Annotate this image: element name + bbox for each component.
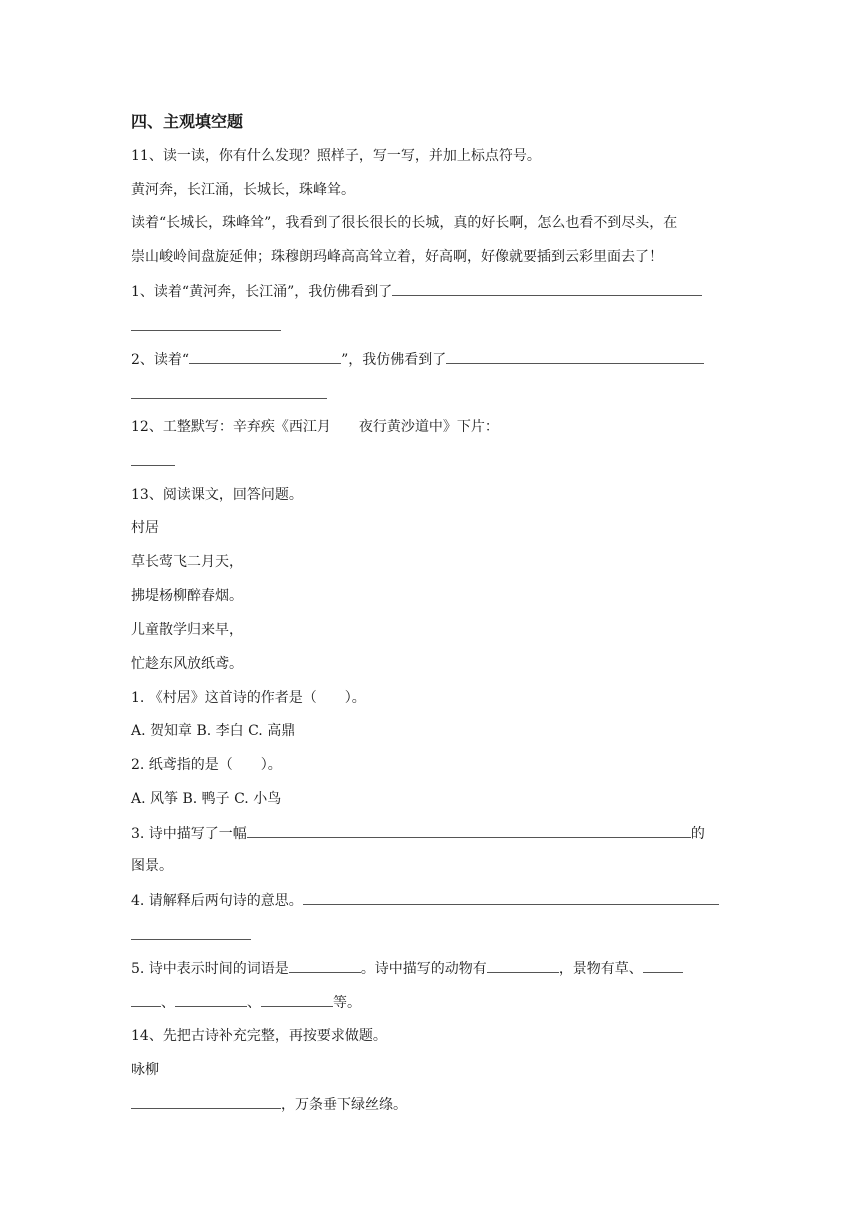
q11-item-2-blank-cont[interactable] xyxy=(131,398,327,399)
q14-poem-title: 咏柳 xyxy=(131,1062,159,1078)
q13-sub-1-options: A. 贺知章 B. 李白 C. 高鼎 xyxy=(131,723,296,739)
q11-item-2-blank[interactable] xyxy=(446,349,704,364)
q11-item-2-quote-blank[interactable] xyxy=(189,349,341,364)
q13-sub-5-sep-2: 、 xyxy=(247,995,261,1011)
q13-sub-2-options: A. 风筝 B. 鸭子 C. 小鸟 xyxy=(131,791,282,807)
q14-line-1-blank[interactable] xyxy=(131,1094,281,1109)
q13-sub-5-scenery-blank-1-cont[interactable] xyxy=(131,992,161,1007)
q13-sub-5-part-3: ，景物有草、 xyxy=(558,961,643,977)
q13-poem-line-3: 儿童散学归来早， xyxy=(131,622,243,638)
q11-item-1 xyxy=(131,281,731,302)
q11-passage-line-2: 崇山峻岭间盘旋延伸；珠穆朗玛峰高高耸立着，好高啊，好像就要插到云彩里面去了！ xyxy=(131,249,663,265)
q13-sub-4-blank[interactable] xyxy=(303,890,719,905)
q13-sub-5-scenery-blank-3[interactable] xyxy=(261,992,333,1007)
q13-sub-3-cont: 图景。 xyxy=(131,858,173,874)
q14-poem-line-1 xyxy=(131,1094,731,1115)
q12-prompt-part-2: 夜行黄沙道中》下片： xyxy=(358,419,499,435)
q11-item-1-blank[interactable] xyxy=(392,281,702,296)
q13-sub-5-part-1: 5. 诗中表示时间的词语是 xyxy=(131,961,289,977)
q13-sub-1: 1. 《村居》这首诗的作者是（ ）。 xyxy=(131,690,366,706)
q12-prompt xyxy=(131,417,731,437)
q13-sub-3-blank[interactable] xyxy=(247,823,691,838)
q13-sub-4 xyxy=(131,890,731,911)
q11-item-1-text: 1、读着“黄河奔，长江涌”，我仿佛看到了 xyxy=(131,284,393,300)
q13-sub-5-time-blank[interactable] xyxy=(289,958,361,973)
q13-sub-5-end: 等。 xyxy=(333,995,361,1011)
q13-poem-line-4: 忙趁东风放纸鸢。 xyxy=(131,656,243,672)
q11-item-2 xyxy=(131,349,731,370)
q12-prompt-part-1: 12、工整默写：辛弃疾《西江月 xyxy=(131,419,331,435)
q13-prompt: 13、阅读课文，回答问题。 xyxy=(131,487,303,503)
q13-sub-5-scenery-blank-2[interactable] xyxy=(175,992,247,1007)
q11-passage-line-1: 读着“长城长，珠峰耸”，我看到了很长很长的长城，真的好长啊，怎么也看不到尽头，在 xyxy=(131,215,678,231)
q14-line-1-after: ，万条垂下绿丝绦。 xyxy=(281,1097,407,1113)
q13-sub-3-before: 3. 诗中描写了一幅 xyxy=(131,826,247,842)
q13-sub-4-blank-cont[interactable] xyxy=(131,939,251,940)
q13-sub-5-sep-1: 、 xyxy=(161,995,175,1011)
q13-poem-title: 村居 xyxy=(131,520,159,536)
q13-sub-5-scenery-blank-1[interactable] xyxy=(643,958,683,973)
q11-example: 黄河奔，长江涌，长城长，珠峰耸。 xyxy=(131,182,355,198)
q13-sub-5-animal-blank[interactable] xyxy=(487,958,559,973)
q11-item-2-after: ”，我仿佛看到了 xyxy=(341,352,447,368)
section-title: 四、主观填空题 xyxy=(131,112,244,131)
q11-prompt: 11、读一读，你有什么发现？照样子，写一写，并加上标点符号。 xyxy=(131,148,541,164)
q13-sub-4-text: 4. 请解释后两句诗的意思。 xyxy=(131,893,303,909)
q13-sub-2: 2. 纸鸢指的是（ ）。 xyxy=(131,757,282,773)
q13-sub-5-cont xyxy=(131,992,731,1013)
q13-sub-5-part-2: 。诗中描写的动物有 xyxy=(360,961,487,977)
q14-prompt: 14、先把古诗补充完整，再按要求做题。 xyxy=(131,1028,387,1044)
q13-poem-line-2: 拂堤杨柳醉春烟。 xyxy=(131,588,243,604)
q12-answer-blank[interactable] xyxy=(131,465,175,466)
q11-item-1-blank-cont[interactable] xyxy=(131,330,281,331)
q13-sub-3 xyxy=(131,823,731,844)
q13-sub-5 xyxy=(131,958,731,979)
q11-item-2-before: 2、读着“ xyxy=(131,352,190,368)
q13-poem-line-1: 草长莺飞二月天， xyxy=(131,554,243,570)
q13-sub-3-after: 的 xyxy=(690,826,705,842)
